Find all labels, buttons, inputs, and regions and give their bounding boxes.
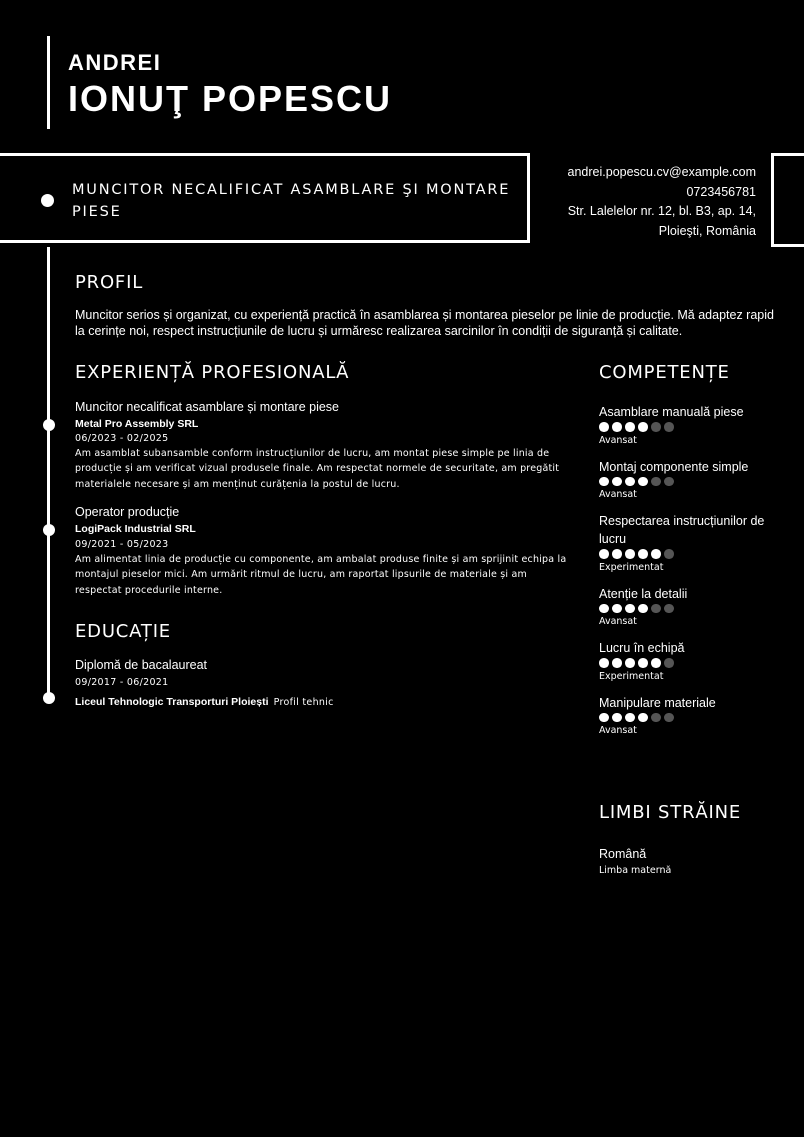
rating-dot xyxy=(638,549,648,559)
skill-name: Lucru în echipă xyxy=(599,641,685,655)
education-school-row xyxy=(75,690,334,709)
skill-item xyxy=(599,585,779,628)
skills-heading: COMPETENȚE xyxy=(599,362,730,383)
rating-dot xyxy=(612,658,622,668)
education-title: Diplomă de bacalaureat xyxy=(75,658,208,672)
experience-heading: EXPERIENȚĂ PROFESIONALĂ xyxy=(75,362,350,383)
rating-dot xyxy=(612,713,622,723)
rating-dot xyxy=(612,549,622,559)
timeline-dot xyxy=(43,524,55,536)
education-profile: Profil tehnic xyxy=(273,697,334,708)
skill-name: Montaj componente simple xyxy=(599,459,749,474)
contact-address-line2: Ploieşti, România xyxy=(658,223,756,238)
skill-rating xyxy=(599,422,779,432)
skill-item xyxy=(599,512,779,573)
rating-dot xyxy=(651,549,661,559)
job-dates: 06/2023 - 02/2025 xyxy=(75,433,169,444)
rating-dot xyxy=(599,713,609,723)
rating-dot xyxy=(664,604,674,614)
rating-dot xyxy=(664,658,674,668)
rating-dot xyxy=(599,549,609,559)
skill-item xyxy=(599,694,779,737)
skill-name: Atenție la detalii xyxy=(599,586,688,601)
contact-address-line1: Str. Lalelelor nr. 12, bl. B3, ap. 14, xyxy=(567,204,756,218)
skill-level: Avansat xyxy=(599,616,637,627)
skills-list xyxy=(599,403,779,748)
rating-dot xyxy=(651,604,661,614)
title-bullet xyxy=(41,194,54,207)
education-heading: EDUCAȚIE xyxy=(75,621,171,642)
rating-dot xyxy=(651,713,661,723)
rating-dot xyxy=(664,549,674,559)
rating-dot xyxy=(651,422,661,432)
language-level: Limba maternă xyxy=(599,865,672,876)
skill-level: Avansat xyxy=(599,725,637,736)
skill-name: Manipulare materiale xyxy=(599,695,716,710)
skill-rating xyxy=(599,477,779,487)
job-dates: 09/2021 - 05/2023 xyxy=(75,539,169,550)
rating-dot xyxy=(625,422,635,432)
skill-rating xyxy=(599,658,779,668)
skill-item xyxy=(599,639,779,682)
skill-name: Asamblare manuală piese xyxy=(599,405,744,419)
timeline-line xyxy=(47,247,50,698)
contact-frame-edge xyxy=(771,153,804,247)
skill-rating xyxy=(599,713,779,723)
rating-dot xyxy=(599,658,609,668)
rating-dot xyxy=(599,422,609,432)
profile-text: Muncitor serios și organizat, cu experiență practică în asamblarea și montarea pieselor pe linie de producție. Mă adaptez rapid la cerințe noi, respect instrucțiunile de lucru și urmăresc realizarea sarcinilor în condiții de siguranță și calitate. xyxy=(75,308,774,338)
skill-rating xyxy=(599,549,779,559)
job-title: Muncitor necalificat asamblare și montare piese xyxy=(75,400,340,414)
skill-rating xyxy=(599,604,779,614)
rating-dot xyxy=(625,604,635,614)
skill-level: Experimentat xyxy=(599,670,664,682)
contact-email[interactable]: andrei.popescu.cv@example.com xyxy=(567,165,756,179)
education-dates: 09/2017 - 06/2021 xyxy=(75,677,169,688)
languages-heading: LIMBI STRĂINE xyxy=(599,802,742,823)
rating-dot xyxy=(664,713,674,723)
rating-dot xyxy=(664,422,674,432)
rating-dot xyxy=(612,604,622,614)
rating-dot xyxy=(638,713,648,723)
rating-dot xyxy=(638,477,648,487)
job-company: LogiPack Industrial SRL xyxy=(75,523,196,535)
skill-level: Avansat xyxy=(599,434,637,446)
rating-dot xyxy=(625,477,635,487)
skill-item xyxy=(599,403,779,446)
contact-phone[interactable]: 0723456781 xyxy=(686,184,756,199)
skill-level: Avansat xyxy=(599,489,637,500)
rating-dot xyxy=(625,713,635,723)
timeline-dot xyxy=(43,419,55,431)
job-description: Am asamblat subansamble conform instrucțiunilor de lucru, am montat piese simple pe linia de producție și am verificat vizual produsele finale. Am respectat normele de securitate, am pregătit materialele necesare și am menținut curățenia la postul de lucru. xyxy=(75,448,560,490)
job-description: Am alimentat linia de producție cu componente, am ambalat produse finite și am sprijinit echipa la montajul pieselor mici. Am urmărit ritmul de lucru, am raportat lipsurile de materiale și am respectat procedurile interne. xyxy=(75,554,567,596)
rating-dot xyxy=(625,658,635,668)
job-title-heading: MUNCITOR NECALIFICAT ASAMBLARE ŞI MONTARE PIESE xyxy=(72,182,511,220)
timeline-dot xyxy=(43,692,55,704)
rating-dot xyxy=(612,422,622,432)
first-name: ANDREI xyxy=(68,50,162,75)
last-name: IONUŢ POPESCU xyxy=(68,78,393,119)
rating-dot xyxy=(638,604,648,614)
rating-dot xyxy=(599,477,609,487)
skill-item xyxy=(599,458,779,501)
rating-dot xyxy=(625,549,635,559)
rating-dot xyxy=(664,477,674,487)
language-name: Română xyxy=(599,847,647,861)
job-title: Operator producție xyxy=(75,505,180,519)
skill-level: Experimentat xyxy=(599,561,664,573)
rating-dot xyxy=(599,604,609,614)
name-accent-bar xyxy=(47,36,50,129)
skill-name: Respectarea instrucțiunilor de lucru xyxy=(599,514,765,546)
rating-dot xyxy=(612,477,622,487)
rating-dot xyxy=(638,658,648,668)
education-school: Liceul Tehnologic Transporturi Ploiești xyxy=(75,696,269,708)
job-company: Metal Pro Assembly SRL xyxy=(75,418,199,430)
rating-dot xyxy=(638,422,648,432)
rating-dot xyxy=(651,477,661,487)
profile-heading: PROFIL xyxy=(75,272,144,293)
rating-dot xyxy=(651,658,661,668)
